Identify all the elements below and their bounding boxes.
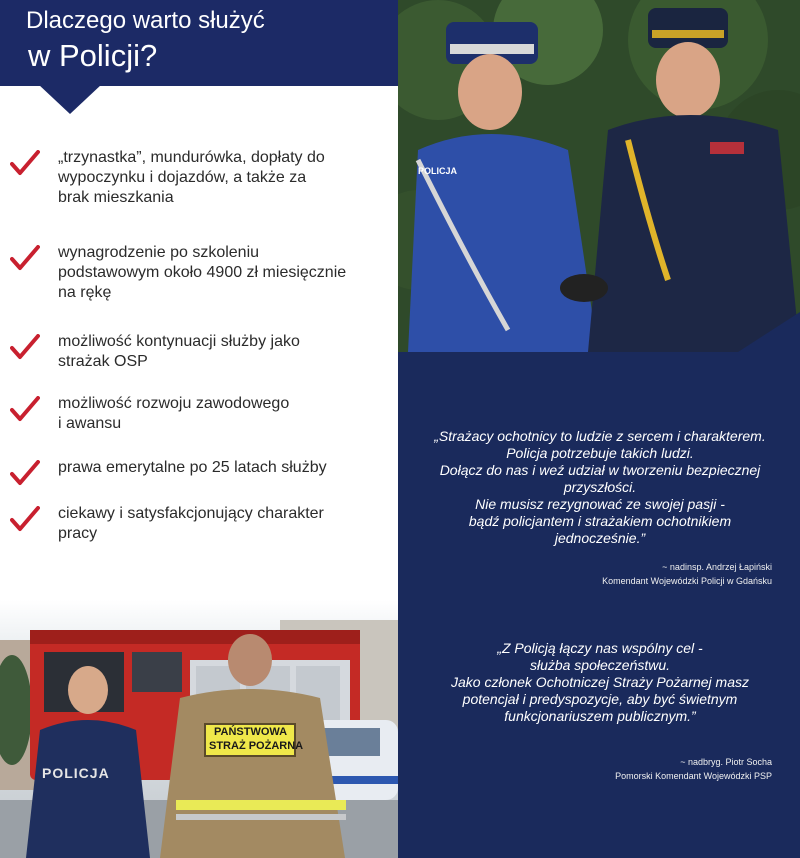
benefit-item xyxy=(10,504,394,544)
officers-handshake-photo xyxy=(398,0,800,352)
check-icon xyxy=(10,396,40,422)
quote-line: Dołącz do nas i weź udział w tworzeniu bezpiecznej xyxy=(439,462,761,478)
quote-block-1 xyxy=(408,428,792,547)
check-icon xyxy=(10,506,40,532)
quote-1-attribution xyxy=(602,560,772,588)
benefits-list xyxy=(10,148,394,544)
police-back-label: POLICJA xyxy=(42,765,110,781)
firefighter-back-label-1: PAŃSTWOWA xyxy=(214,726,288,738)
quote-line: potencjał i predyspozycje, aby być świetnym xyxy=(462,691,738,707)
benefit-line: strażak OSP xyxy=(58,353,148,370)
benefit-item xyxy=(10,243,394,303)
benefit-line: ciekawy i satysfakcjonujący charakter xyxy=(58,505,324,522)
benefit-line: możliwość kontynuacji służby jako xyxy=(58,333,300,350)
benefit-line: „trzynastka”, mundurówka, dopłaty do xyxy=(58,149,325,166)
benefit-line: prawa emerytalne po 25 latach służby xyxy=(58,459,327,476)
right-panel xyxy=(398,0,800,858)
benefit-item xyxy=(10,458,394,478)
title-line-1: Dlaczego warto służyć xyxy=(26,7,265,34)
quote-line: jednocześnie.” xyxy=(554,530,646,546)
quote-2-attribution xyxy=(615,755,772,783)
quote-2-author: ~ nadbryg. Piotr Socha xyxy=(680,757,772,767)
benefit-line: pracy xyxy=(58,525,98,542)
quote-line: Jako członek Ochotniczej Straży Pożarnej masz xyxy=(450,674,749,690)
check-icon xyxy=(10,460,40,486)
quote-line: Policja potrzebuje takich ludzi. xyxy=(506,445,694,461)
title-banner xyxy=(0,0,398,86)
benefit-line: podstawowym około 4900 zł miesięcznie xyxy=(58,264,347,281)
benefit-line: wypoczynku i dojazdów, a także za xyxy=(58,169,307,186)
benefit-item xyxy=(10,394,394,434)
quote-1-author: ~ nadinsp. Andrzej Łapiński xyxy=(662,562,772,572)
check-icon xyxy=(10,334,40,360)
benefit-item xyxy=(10,148,394,208)
quote-2-role: Pomorski Komendant Wojewódzki PSP xyxy=(615,771,772,781)
check-icon xyxy=(10,245,40,271)
quote-line: „Z Policją łączy nas wspólny cel - xyxy=(497,640,703,656)
left-panel xyxy=(0,0,398,858)
quote-line: Nie musisz rezygnować ze swojej pasji - xyxy=(475,496,725,512)
banner-pointer xyxy=(38,84,102,114)
quote-line: funkcjonariuszem publicznym.” xyxy=(504,708,696,724)
benefit-item xyxy=(10,332,394,372)
benefit-line: brak mieszkania xyxy=(58,189,174,206)
quote-line: służba społeczeństwu. xyxy=(529,657,671,673)
firefighter-back-label-2: STRAŻ POŻARNA xyxy=(209,740,304,752)
quote-line: przyszłości. xyxy=(563,479,637,495)
title-line-2: w Policji? xyxy=(28,38,158,73)
quote-line: bądź policjantem i strażakiem ochotnikiem xyxy=(468,513,732,529)
benefit-line: na rękę xyxy=(58,284,112,301)
quote-2-text xyxy=(408,640,792,725)
benefit-line: i awansu xyxy=(58,415,122,432)
check-icon xyxy=(10,150,40,176)
photo-illustration xyxy=(0,600,398,858)
police-shoulder-badge: POLICJA xyxy=(418,166,458,176)
benefit-line: wynagrodzenie po szkoleniu xyxy=(58,244,260,261)
page-title xyxy=(26,6,265,76)
quote-1-text xyxy=(408,428,792,547)
photo-illustration xyxy=(398,0,800,352)
quote-1-role: Komendant Wojewódzki Policji w Gdańsku xyxy=(602,576,772,586)
officers-fire-truck-photo xyxy=(0,600,398,858)
benefit-line: możliwość rozwoju zawodowego xyxy=(58,395,290,412)
quote-block-2 xyxy=(408,640,792,725)
quote-line: „Strażacy ochotnicy to ludzie z sercem i charakterem. xyxy=(434,428,766,444)
